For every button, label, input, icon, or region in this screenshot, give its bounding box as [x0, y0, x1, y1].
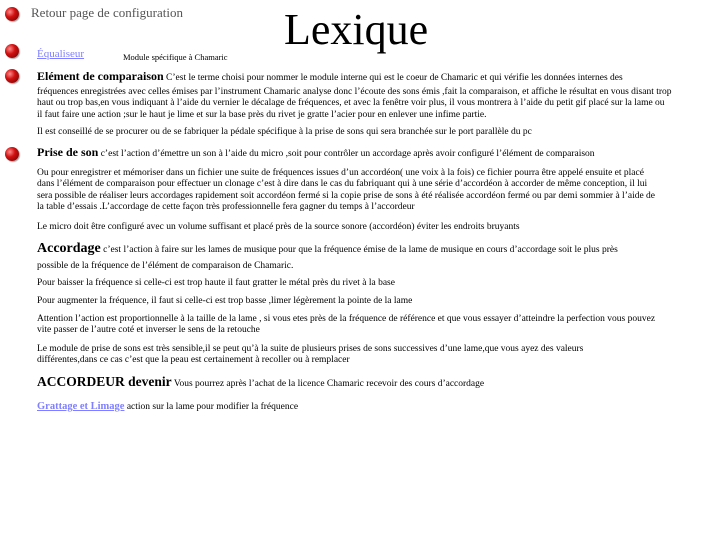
term-accordeur: ACCORDEUR devenir [37, 374, 172, 389]
term-prise: Prise de son [37, 145, 99, 159]
accordage-attention: Attention l’action est proportionnelle à la taille de la lame , si vous etes près de la fréquence de référence et que vous essayer d’atteindre la perfection vous pouvez vite passer de l’autre coté et inverser le sens de la retouche [37, 314, 656, 336]
section-accordage [37, 243, 697, 256]
grattage-link[interactable]: Grattage et Limage [37, 401, 125, 412]
equaliseur-link[interactable] [37, 48, 84, 60]
bullet-icon [5, 44, 19, 58]
element-intro: C’est le terme choisi pour nommer le module interne qui est le coeur de Chamaric et qui vérifie les données internes des [166, 73, 623, 83]
element-note: Il est conseillé de se procurer ou de se fabriquer la pédale spécifique à la prise de sons qui sera branchée sur le port parallèle du pc [37, 127, 532, 137]
prise-intro: c’est l’action d’émettre un son à l’aide du micro ,soit pour contrôler un accordage après avoir configuré l’élément de comparaison [100, 149, 595, 159]
element-body: fréquences enregistrées avec celles émises par l’instrument Chamaric analyse donc l’écoute des sons émis ,fait la comparaison, et affiche le résultat en vous disant trop haut ou trop bas,en vous indiquant à l’aide du vernier le décalage de fréquences, et avec la fenêtre voir plus, il vous montrera à l’aide du petit gif placé sur la lame ou il faut faire une action ;sur le haut je lime et sur la base près du rivet je gratte l’acier pour en enlever une infime partie. [37, 87, 672, 120]
back-link[interactable]: Retour page de configuration [31, 5, 183, 20]
section-grattage [37, 401, 697, 413]
bullet-icon [5, 69, 19, 83]
prise-note: Le micro doit être configuré avec un volume suffisant et placé près de la source sonore (accordéon) éviter les endroits bruyants [37, 222, 520, 232]
page-title: Lexique [284, 5, 429, 54]
accordage-lower: Pour baisser la fréquence si celle-ci est trop haute il faut gratter le métal près du rivet à la base [37, 278, 395, 288]
section-element [37, 71, 677, 84]
accordage-body: possible de la fréquence de l’élément de comparaison de Chamaric. [37, 261, 294, 271]
bullet-icon [5, 147, 19, 161]
equaliseur-link-text[interactable]: Équaliseur [37, 48, 85, 60]
module-text: Module spécifique à Chamaric [123, 52, 228, 62]
accordeur-text: Vous pourrez après l’achat de la licence Chamaric recevoir des cours d’accordage [173, 379, 485, 389]
prise-body: Ou pour enregistrer et mémoriser dans un fichier une suite de fréquences issues d’un accordéon( une voix à la fois) ce fichier pourra être appelé ensuite et placé dans l’élément de comparaison pour effectuer un clonage c’est à dire dans le cas du fabriquant qui à une série d’accordéon à accorder de même conception, il lui sera possible de réaliser leurs accordages rapidement soit accordéon fermé si la copie prise de sons à été réalisée accordéon fermé ou par demi sommier à l’aide de la table d’essais .L’accordage de cette façon très professionnelle fera gagner du temps à l’accordeur [37, 168, 656, 212]
grattage-text: action sur la lame pour modifier la fréquence [126, 402, 299, 412]
term-element: Elément de comparaison [37, 69, 164, 83]
accordage-raise: Pour augmenter la fréquence, il faut si celle-ci est trop basse ,limer légèrement la pointe de la lame [37, 296, 413, 306]
section-accordeur [37, 376, 697, 390]
accordage-module: Le module de prise de sons est très sensible,il se peut qu’à la suite de plusieurs prises de sons successives d’une lame,que vous ayez des valeurs différentes,dans ce cas c’est que la peau est certainement à recoller ou à remplacer [37, 344, 584, 366]
term-accordage: Accordage [37, 241, 101, 256]
bullet-icon [5, 7, 19, 21]
section-prise [37, 147, 687, 160]
accordage-intro: c’est l’action à faire sur les lames de musique pour que la fréquence émise de la lame de musique en cours d’accordage soit le plus près [103, 245, 618, 255]
